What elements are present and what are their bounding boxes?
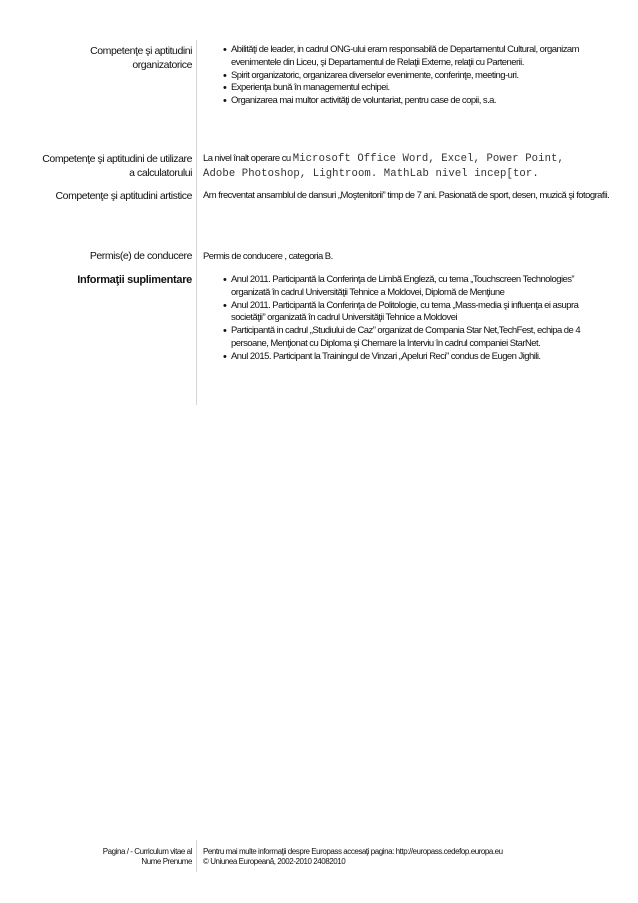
- computer-skills-content: [203, 151, 613, 182]
- driving-licence-content: Permis de conducere , categoria B.: [203, 251, 333, 262]
- organizational-skills-content: [203, 44, 613, 108]
- list-item: • Anul 2011. Participantă la Conferinţa de Limbă Engleză, cu tema „Touchscreen Technologies” organizată în cadrul Universităţii Tehnice a Moldovei, Diplomă de Menţiune: [203, 274, 613, 300]
- list-item: • Abilităţi de leader, in cadrul ONG-ului eram responsabilă de Departamentul Cultural, organizam evenimentele din Liceu, şi Departamentul de Relaţii Externe, relaţii cu Partenerii.: [203, 44, 613, 70]
- footer-left-line1: Pagina / - Curriculum vitae al: [102, 847, 192, 856]
- organizational-skills-list: [203, 44, 613, 108]
- footer-page-info: [103, 847, 192, 867]
- list-item: • Experienţa bună în managementul echipei.: [203, 82, 613, 95]
- computer-label-line1: Competenţe şi aptitudini de utilizare: [42, 153, 192, 165]
- footer-europass-info: [203, 847, 503, 867]
- additional-info-label: Informaţii suplimentare: [77, 274, 192, 286]
- list-item: • Anul 2011. Participantă la Conferinţa de Politologie, cu tema „Mass-media şi influenţa ei asupra societăţii” organizată în cadrul Universităţii Tehnice a Moldovei: [203, 300, 613, 326]
- additional-info-list: [203, 274, 613, 364]
- list-item: • Participantă in cadrul „Studiului de Caz” organizat de Compania Star Net,TechFest, echipa de 4 persoane, Menţionat cu Diploma şi Chemare la Interviu în cadrul companiei StarNet.: [203, 325, 613, 351]
- additional-info-content: [203, 274, 613, 364]
- organizational-skills-label: [90, 44, 192, 72]
- computer-skills-label: [42, 152, 192, 180]
- footer-right-line1: Pentru mai multe informaţii despre Europass accesaţi pagina: http://europass.cedefop.europa.eu: [203, 847, 503, 856]
- list-item: • Spirit organizatoric, organizarea diverselor evenimente, conferinţe, meeting-uri.: [203, 70, 613, 83]
- list-item: • Organizarea mai multor activităţi de voluntariat, pentru case de copii, s.a.: [203, 95, 613, 108]
- artistic-skills-content: Am frecventat ansamblul de dansuri „Moştenitorii” timp de 7 ani. Pasionată de sport, desen, muzică şi fotografii.: [203, 190, 610, 201]
- column-divider: [196, 40, 197, 405]
- computer-skills-software: Microsoft Office Word, Excel, Power Point,: [292, 153, 564, 165]
- footer-right-line2: © Uniunea Europeană, 2002-2010 24082010: [203, 857, 346, 866]
- computer-skills-line1: [203, 151, 613, 167]
- computer-label-line2: a calculatorului: [129, 167, 192, 179]
- organizational-label-line2: organizatorice: [132, 59, 192, 71]
- organizational-label-line1: Competenţe şi aptitudini: [90, 45, 192, 57]
- footer-left-line2: Nume Prenume: [141, 857, 192, 866]
- footer-divider: [196, 840, 197, 872]
- list-item: • Anul 2015. Participant la Trainingul de Vinzari „Apeluri Reci” condus de Eugen Jighili.: [203, 351, 613, 364]
- computer-skills-software-2: Adobe Photoshop, Lightroom. MathLab nivel incep[tor.: [203, 168, 539, 180]
- computer-skills-intro: La nivel înalt operare cu: [203, 153, 291, 164]
- artistic-skills-label: Competenţe şi aptitudini artistice: [55, 190, 192, 202]
- driving-licence-label: Permis(e) de conducere: [89, 250, 192, 262]
